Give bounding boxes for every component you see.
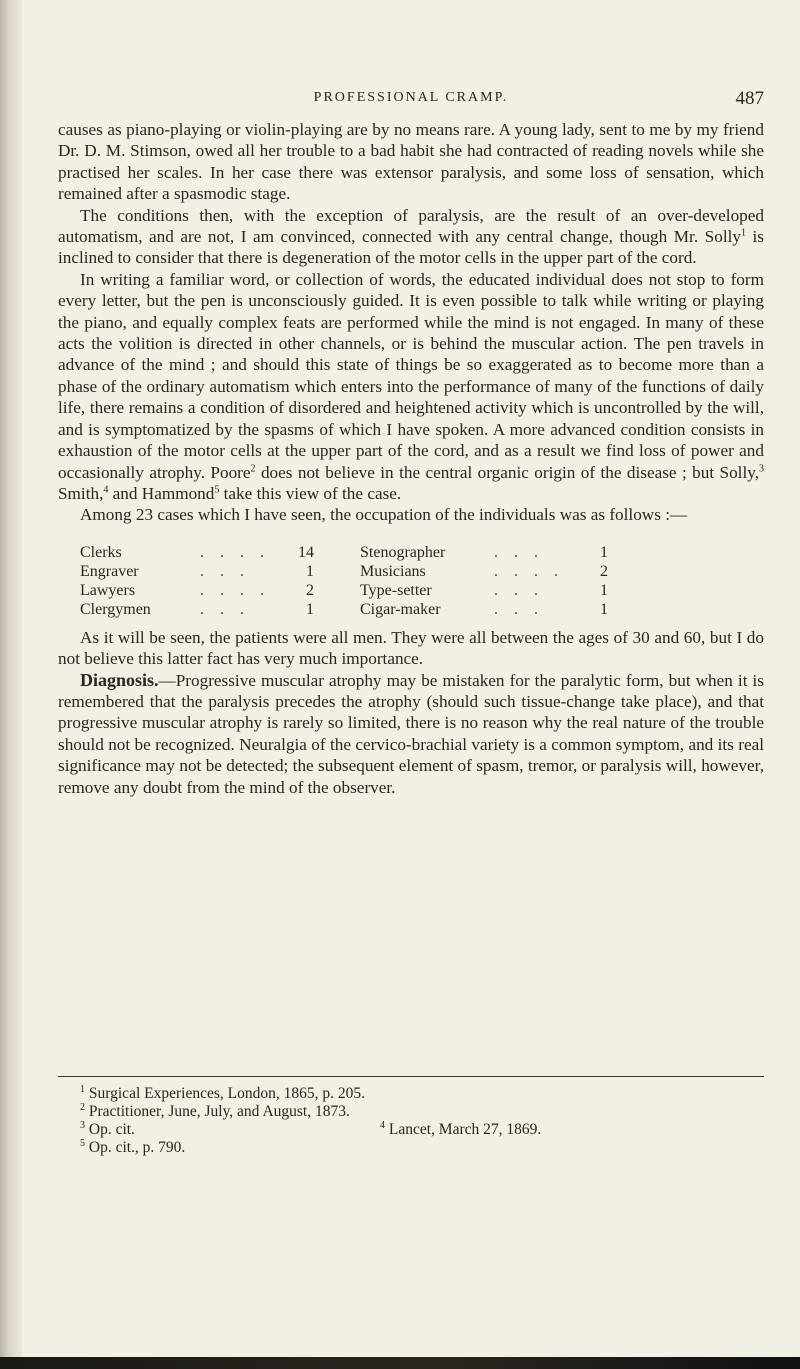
occupation-count: 1 bbox=[600, 581, 608, 599]
footnote bbox=[80, 1139, 720, 1157]
footnote bbox=[80, 1121, 720, 1139]
running-title: PROFESSIONAL CRAMP. bbox=[313, 90, 509, 105]
footnote-number: 5 bbox=[80, 1137, 85, 1149]
footnote-number: 3 bbox=[80, 1119, 85, 1131]
paragraph-text: The conditions then, with the exception of paralysis, are the result of an over-developed automatism, and are not, I am convinced, connected with any central change, though Mr. Solly bbox=[58, 205, 764, 247]
table-row bbox=[80, 581, 640, 600]
leader-dots: . . . . bbox=[200, 581, 270, 599]
book-spine-shadow bbox=[0, 0, 22, 1369]
occupation-name: Type-setter bbox=[360, 581, 432, 599]
occupation-entry bbox=[80, 600, 360, 619]
leader-dots: . . . bbox=[494, 581, 544, 599]
page-number: 487 bbox=[735, 88, 764, 109]
footnote-number: 1 bbox=[80, 1083, 85, 1095]
footnote-ref: 4 bbox=[103, 484, 109, 496]
occupation-count: 2 bbox=[306, 581, 314, 599]
leader-dots: . . . bbox=[494, 600, 544, 618]
leader-dots: . . . bbox=[200, 562, 250, 580]
paragraph-writing bbox=[58, 269, 764, 504]
paragraph-opening: causes as piano-playing or violin-playing are by no means rare. A young lady, sent to me by my friend Dr. D. M. Stimson, owed all her trouble to a bad habit she had contracted of reading novels while she practised her scales. In her case there was extensor paralysis, and some loss of sensation, which remained after a spasmodic stage. bbox=[58, 120, 764, 204]
occupation-name: Clergymen bbox=[80, 600, 151, 618]
paragraph-text: is inclined to consider that there is degeneration of the motor cells in the upper part of the cord. bbox=[58, 227, 764, 268]
occupation-count: 1 bbox=[600, 543, 608, 561]
occupation-entry bbox=[360, 600, 640, 619]
footnote-ref: 3 bbox=[759, 462, 765, 474]
occupation-name: Engraver bbox=[80, 562, 139, 580]
occupation-name: Cigar-maker bbox=[360, 600, 441, 618]
footnote-text: Practitioner, June, July, and August, 1873. bbox=[88, 1103, 350, 1120]
paragraph-conditions bbox=[58, 205, 764, 269]
occupation-name: Stenographer bbox=[360, 543, 446, 561]
occupation-count: 14 bbox=[298, 543, 314, 561]
footnote-ref: 2 bbox=[250, 462, 256, 474]
occupation-entry bbox=[360, 543, 640, 562]
paragraph-text: take this view of the case. bbox=[219, 483, 402, 503]
table-row bbox=[80, 600, 640, 619]
occupation-entry bbox=[360, 562, 640, 581]
table-row bbox=[80, 543, 640, 562]
paragraph-diagnosis bbox=[58, 670, 764, 798]
leader-dots: . . . . bbox=[200, 543, 270, 561]
paragraph-text: does not believe in the central organic origin of the disease ; but Solly, bbox=[255, 462, 760, 482]
occupation-count: 1 bbox=[306, 562, 314, 580]
footnote-ref: 5 bbox=[214, 484, 220, 496]
occupation-count: 2 bbox=[600, 562, 608, 580]
occupation-count: 1 bbox=[306, 600, 314, 618]
footnote-text: Op. cit., p. 790. bbox=[88, 1139, 186, 1156]
occupation-entry bbox=[80, 543, 360, 562]
occupation-name: Musicians bbox=[360, 562, 426, 580]
leader-dots: . . . . bbox=[494, 562, 564, 580]
footnotes bbox=[80, 1085, 720, 1157]
occupation-count: 1 bbox=[600, 600, 608, 618]
occupation-table bbox=[80, 543, 640, 619]
leader-dots: . . . bbox=[494, 543, 544, 561]
table-row bbox=[80, 562, 640, 581]
footnote-text: Lancet, March 27, 1869. bbox=[388, 1121, 542, 1138]
body-text bbox=[58, 119, 764, 798]
section-heading: Diagnosis. bbox=[80, 669, 159, 690]
occupation-entry bbox=[80, 562, 360, 581]
running-head bbox=[58, 90, 764, 114]
leader-dots: . . . bbox=[200, 600, 250, 618]
paragraph-text: Smith, bbox=[58, 483, 104, 503]
paragraph-text: In writing a familiar word, or collection of words, the educated individual does not stop to form every letter, but the pen is unconsciously guided. It is even possible to talk while writing or playing the piano, and equally complex feats are performed while the mind is not engaged. In many of these acts the volition is directed in other channels, or is behind the muscular action. The pen travels in advance of the mind ; and should this state of things be so exaggerated as to become more than a phase of the ordinary automatism which enters into the performance of many of the functions of daily life, there remains a condition of disordered and heightened activity which is uncontrolled by the will, and is symptomatized by the spasms of which I have spoken. A more advanced condition consists in exhaustion of the motor cells at the upper part of the cord, and as a result we find loss of power and occasionally atrophy. Poore bbox=[58, 269, 764, 482]
footnote-text: Surgical Experiences, London, 1865, p. 205. bbox=[88, 1085, 365, 1102]
footnote bbox=[80, 1085, 720, 1103]
footnote-number: 4 bbox=[380, 1119, 385, 1131]
occupation-name: Lawyers bbox=[80, 581, 136, 599]
page-edge-shadow bbox=[0, 1357, 800, 1369]
footnote-text: Op. cit. bbox=[88, 1121, 135, 1138]
paragraph-all-men: As it will be seen, the patients were all men. They were all between the ages of 30 and 60, but I do not believe this latter fact has very much importance. bbox=[58, 627, 764, 669]
paragraph-text: —Progressive muscular atrophy may be mistaken for the paralytic form, but when it is remembered that the paralysis precedes the atrophy (should such tissue-change take place), and that progressive muscular atrophy is rarely so limited, there is no reason why the real nature of the trouble should not be recognized. Neuralgia of the cervico-brachial variety is a common symptom, and its real significance may not be detected; the subsequent element of spasm, tremor, or paralysis will, however, remove any doubt from the mind of the observer. bbox=[58, 670, 764, 797]
paragraph-cases-intro: Among 23 cases which I have seen, the occupation of the individuals was as follows :— bbox=[80, 505, 688, 525]
footnote-rule bbox=[58, 1076, 764, 1077]
footnote bbox=[80, 1103, 720, 1121]
occupation-entry bbox=[360, 581, 640, 600]
occupation-entry bbox=[80, 581, 360, 600]
occupation-name: Clerks bbox=[80, 543, 122, 561]
paragraph-text: and Hammond bbox=[108, 483, 215, 503]
footnote-number: 2 bbox=[80, 1101, 85, 1113]
footnote-ref: 1 bbox=[740, 227, 746, 239]
